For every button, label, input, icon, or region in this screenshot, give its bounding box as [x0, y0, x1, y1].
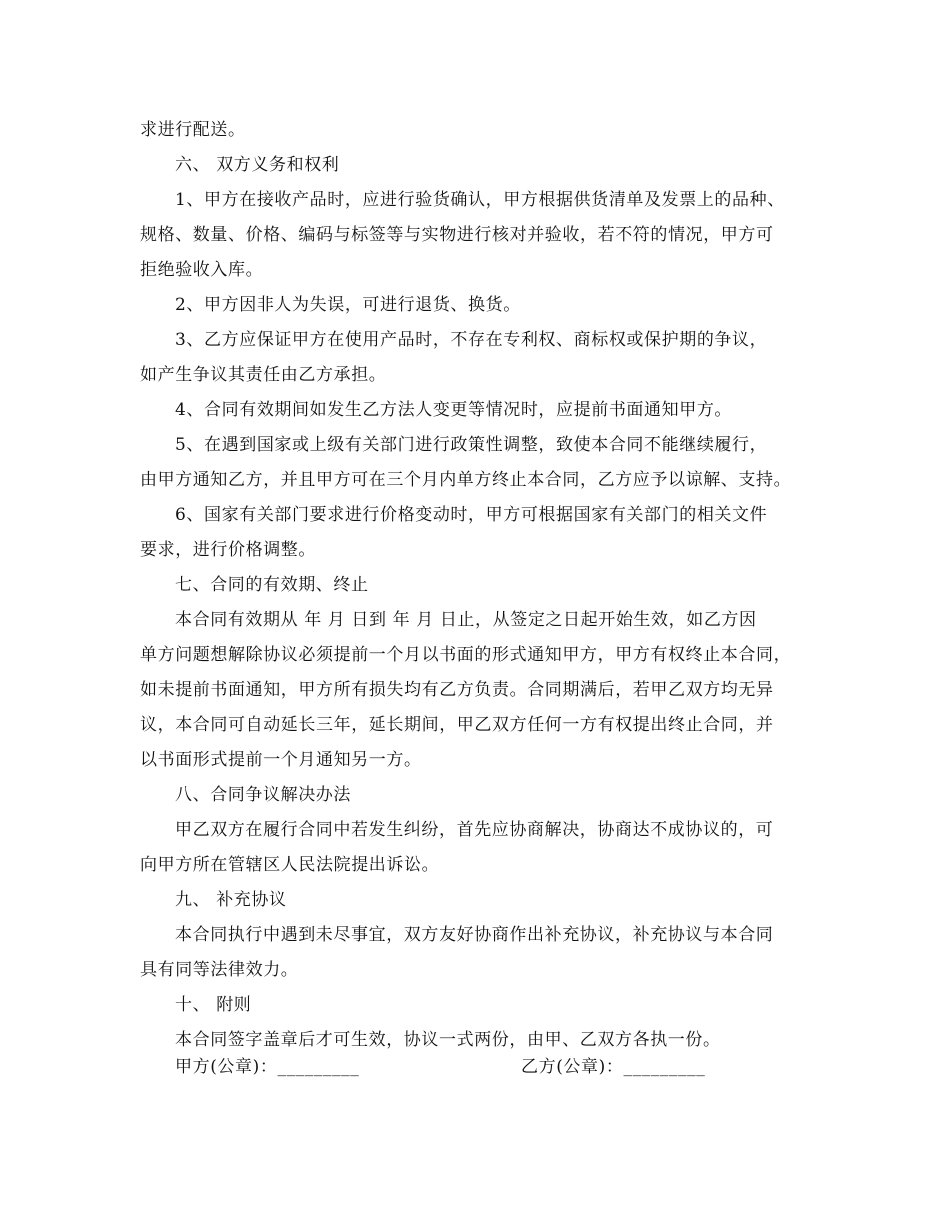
text-line: 单方问题想解除协议必须提前一个月以书面的形式通知甲方，甲方有权终止本合同， [140, 645, 792, 665]
text-line: 6、国家有关部门要求进行价格变动时，甲方可根据国家有关部门的相关文件 [175, 505, 768, 525]
text-line: 甲乙双方在履行合同中若发生纠纷，首先应协商解决，协商达不成协议的，可 [175, 820, 774, 840]
text-line: 本合同有效期从 年 月 日到 年 月 日止，从签定之日起开始生效，如乙方因 [175, 610, 757, 630]
text-line: 4、合同有效期间如发生乙方法人变更等情况时，应提前书面通知甲方。 [175, 400, 733, 420]
party-b-signature-line: 乙方(公章)：_________ [521, 1057, 706, 1077]
text-line: 向甲方所在管辖区人民法院提出诉讼。 [140, 855, 440, 875]
section-heading-eight: 八、合同争议解决办法 [175, 785, 351, 805]
text-line: 由甲方通知乙方，并且甲方可在三个月内单方终止本合同，乙方应予以谅解、支持。 [140, 470, 792, 490]
text-line: 拒绝验收入库。 [140, 260, 264, 280]
section-heading-six: 六、 双方义务和权利 [175, 155, 340, 175]
text-line: 3、乙方应保证甲方在使用产品时，不存在专利权、商标权或保护期的争议， [175, 330, 768, 350]
text-line: 议，本合同可自动延长三年，延长期间，甲乙双方任何一方有权提出终止合同，并 [140, 715, 774, 735]
text-line: 具有同等法律效力。 [140, 960, 299, 980]
text-line: 5、在遇到国家或上级有关部门进行政策性调整，致使本合同不能继续履行， [175, 435, 768, 455]
text-line: 如未提前书面通知，甲方所有损失均有乙方负责。合同期满后，若甲乙双方均无异 [140, 680, 774, 700]
party-a-signature-line: 甲方(公章)：_________ [175, 1057, 360, 1077]
text-line: 1、甲方在接收产品时，应进行验货确认，甲方根据供货清单及发票上的品种、 [175, 190, 785, 210]
text-line: 要求，进行价格调整。 [140, 540, 316, 560]
text-line: 2、甲方因非人为失误，可进行退货、换货。 [175, 295, 521, 315]
text-line: 如产生争议其责任由乙方承担。 [140, 365, 387, 385]
text-line: 本合同执行中遇到未尽事宜，双方友好协商作出补充协议，补充协议与本合同 [175, 925, 774, 945]
section-heading-ten: 十、 附则 [175, 995, 252, 1015]
text-line: 求进行配送。 [140, 120, 246, 140]
section-heading-nine: 九、 补充协议 [175, 890, 287, 910]
text-line: 本合同签字盖章后才可生效，协议一式两份，由甲、乙双方各执一份。 [175, 1030, 721, 1050]
text-line: 规格、数量、价格、编码与标签等与实物进行核对并验收，若不符的情况，甲方可 [140, 225, 774, 245]
text-line: 以书面形式提前一个月通知另一方。 [140, 750, 422, 770]
section-heading-seven: 七、合同的有效期、终止 [175, 575, 369, 595]
